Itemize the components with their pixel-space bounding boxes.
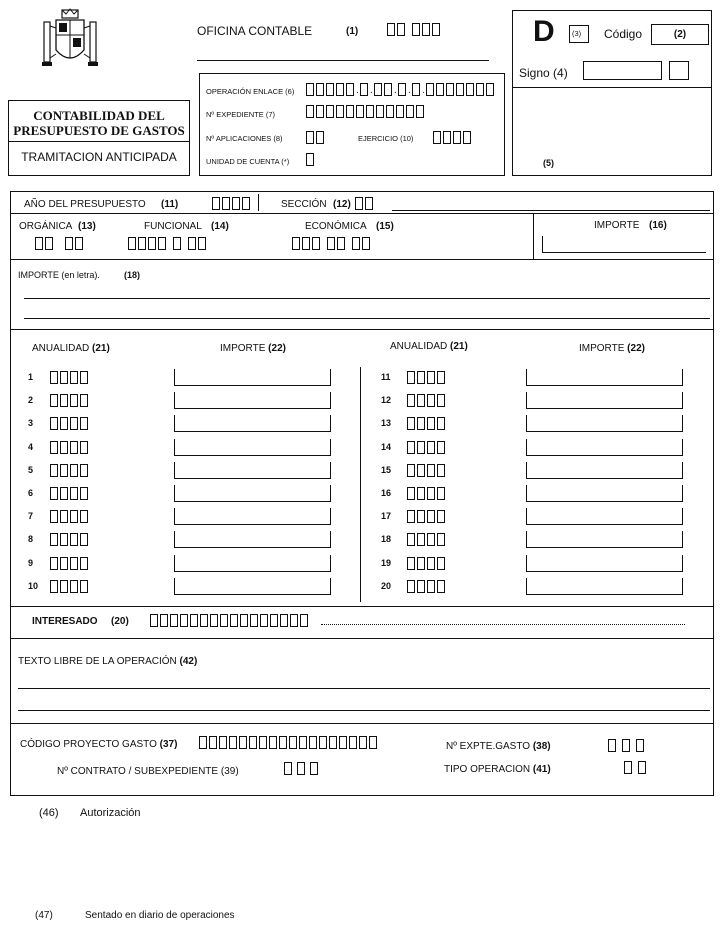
codigo-label: Código	[604, 27, 643, 41]
unidad-cuenta-label: UNIDAD DE CUENTA (*)	[206, 157, 290, 166]
signo-field-2[interactable]	[669, 61, 689, 80]
importe-field[interactable]	[526, 578, 683, 595]
annual-row-number: 4	[28, 442, 34, 452]
signo-label: Signo (4)	[519, 66, 568, 80]
aplicaciones-label: Nº APLICACIONES (8)	[206, 134, 283, 143]
row-divider-4	[10, 606, 714, 607]
importe-left-text: IMPORTE	[220, 343, 266, 354]
expte-gasto-label	[446, 742, 551, 752]
importe-divider	[533, 214, 534, 259]
operacion-enlace-label: OPERACIÓN ENLACE (6)	[206, 87, 295, 96]
annual-row-number: 9	[28, 558, 34, 568]
anualidad-boxes[interactable]	[50, 557, 90, 570]
anualidad-boxes[interactable]	[407, 510, 447, 523]
ejercicio-label: EJERCICIO (10)	[358, 134, 414, 143]
importe-field[interactable]	[174, 555, 331, 572]
row-divider-6	[10, 723, 714, 724]
contrato-label	[57, 767, 239, 777]
seccion-underline	[392, 210, 710, 211]
oficina-contable-number: (1)	[346, 26, 359, 37]
expte-gasto-boxes[interactable]	[608, 739, 646, 752]
annual-row-number: 20	[381, 581, 392, 591]
interesado-label: INTERESADO	[32, 616, 98, 627]
annual-row-number: 15	[381, 465, 392, 475]
texto-libre-label	[18, 657, 197, 667]
organica-number: (13)	[78, 221, 96, 232]
importe-letra-number: (18)	[124, 270, 141, 280]
annual-row-number: 19	[381, 558, 392, 568]
anualidad-boxes[interactable]	[407, 580, 447, 593]
operacion-enlace-boxes[interactable]: . . . . .	[306, 83, 496, 96]
anualidad-boxes[interactable]	[50, 371, 90, 384]
expte-gasto-number: (38)	[532, 741, 551, 752]
economica-number: (15)	[376, 221, 394, 232]
importe-left-label	[220, 344, 286, 354]
annual-row-number: 6	[28, 488, 34, 498]
annual-row-number: 13	[381, 418, 392, 428]
row-divider-2	[10, 259, 714, 260]
unidad-cuenta-box[interactable]	[306, 153, 316, 166]
field-3-number: (3)	[572, 29, 582, 38]
importe-field[interactable]	[526, 508, 683, 525]
annual-row-number: 14	[381, 442, 392, 452]
expte-gasto-text: Nº EXPTE.GASTO	[446, 741, 531, 752]
importe-field[interactable]	[526, 392, 683, 409]
economica-label: ECONÓMICA	[305, 221, 367, 232]
importe-field[interactable]	[174, 369, 331, 386]
anualidad-boxes[interactable]	[407, 487, 447, 500]
anio-presupuesto-number: (11)	[161, 199, 179, 210]
proyecto-gasto-label	[20, 740, 177, 750]
letter-d: D	[533, 15, 555, 48]
importe-field[interactable]	[174, 485, 331, 502]
funcional-label: FUNCIONAL	[144, 221, 202, 232]
contrato-text: Nº CONTRATO / SUBEXPEDIENTE	[57, 766, 219, 777]
importe-right-text: IMPORTE	[579, 343, 625, 354]
autorizacion-number: (46)	[39, 807, 59, 819]
importe-field[interactable]	[526, 369, 683, 386]
anualidad-boxes[interactable]	[407, 394, 447, 407]
tipo-operacion-number: (41)	[532, 764, 551, 775]
annual-row-number: 3	[28, 418, 34, 428]
anualidad-boxes[interactable]	[50, 510, 90, 523]
anualidad-right-text: ANUALIDAD	[390, 341, 448, 352]
annual-row-number: 2	[28, 395, 34, 405]
autorizacion-label: Autorización	[80, 807, 141, 819]
anualidad-boxes[interactable]	[50, 533, 90, 546]
annual-row-number: 10	[28, 581, 39, 591]
expediente-label: Nº EXPEDIENTE (7)	[206, 110, 276, 119]
row-divider-3	[10, 329, 714, 330]
texto-libre-number: (42)	[179, 656, 198, 667]
tramitacion-label: TRAMITACION ANTICIPADA	[21, 150, 177, 164]
anualidad-right-label	[390, 342, 468, 352]
tipo-operacion-label	[444, 765, 551, 775]
proyecto-gasto-text: CÓDIGO PROYECTO GASTO	[20, 739, 157, 750]
texto-libre-line-2[interactable]	[18, 710, 710, 711]
oficina-contable-boxes[interactable]	[387, 23, 442, 36]
organica-boxes[interactable]	[35, 237, 85, 250]
seccion-number: (12)	[333, 199, 351, 210]
importe-field[interactable]	[526, 485, 683, 502]
code-box	[512, 10, 712, 176]
importe-field[interactable]	[526, 555, 683, 572]
field-3-box[interactable]	[569, 25, 589, 43]
funcional-boxes[interactable]	[128, 237, 208, 250]
oficina-underline	[197, 60, 489, 61]
annual-row-number: 5	[28, 465, 34, 475]
anualidad-left-number: (21)	[92, 343, 110, 354]
importe-field[interactable]	[174, 462, 331, 479]
contrato-number: (39)	[220, 766, 239, 777]
seccion-label: SECCIÓN	[281, 199, 327, 210]
economica-boxes[interactable]	[292, 237, 372, 250]
importe-field[interactable]	[174, 531, 331, 548]
field-5-label: (5)	[543, 158, 554, 168]
importe-field[interactable]	[174, 392, 331, 409]
texto-libre-text: TEXTO LIBRE DE LA OPERACIÓN	[18, 656, 177, 667]
aplicaciones-boxes[interactable]	[306, 131, 326, 144]
annual-row-number: 1	[28, 372, 34, 382]
sentado-number: (47)	[35, 910, 53, 921]
funcional-number: (14)	[211, 221, 229, 232]
texto-libre-line-1[interactable]	[18, 688, 710, 689]
anualidad-boxes[interactable]	[50, 394, 90, 407]
oficina-contable-label: OFICINA CONTABLE	[197, 24, 313, 38]
anualidad-boxes[interactable]	[407, 464, 447, 477]
code-box-divider	[513, 87, 711, 88]
anualidad-boxes[interactable]	[407, 417, 447, 430]
importe-field[interactable]	[542, 236, 706, 253]
importe-right-number: (22)	[627, 343, 645, 354]
row-divider-5	[10, 638, 714, 639]
interesado-number: (20)	[111, 616, 129, 627]
importe-number: (16)	[649, 220, 667, 231]
importe-field[interactable]	[526, 462, 683, 479]
organica-label: ORGÁNICA	[19, 221, 73, 232]
importe-field[interactable]	[526, 439, 683, 456]
importe-label: IMPORTE	[594, 220, 640, 231]
tipo-operacion-text: TIPO OPERACION	[444, 764, 531, 775]
anio-divider	[258, 194, 259, 211]
importe-right-label	[579, 344, 645, 354]
interesado-dotted-line[interactable]	[321, 624, 685, 625]
anualidad-left-label	[32, 344, 110, 354]
title-line-1: CONTABILIDAD DEL	[33, 108, 165, 123]
codigo-field[interactable]	[651, 24, 709, 45]
importe-letra-line-1[interactable]	[24, 298, 710, 299]
seccion-boxes[interactable]	[355, 197, 375, 210]
importe-field[interactable]	[174, 578, 331, 595]
anualidad-boxes[interactable]	[407, 441, 447, 454]
annual-row-number: 18	[381, 534, 392, 544]
expediente-boxes[interactable]	[306, 105, 426, 118]
proyecto-gasto-boxes[interactable]	[199, 736, 379, 749]
anualidad-boxes[interactable]	[407, 371, 447, 384]
row-divider-1	[10, 213, 714, 214]
anio-presupuesto-boxes[interactable]	[212, 197, 252, 210]
interesado-boxes[interactable]	[150, 614, 310, 627]
importe-field[interactable]	[174, 439, 331, 456]
anualidad-boxes[interactable]	[50, 487, 90, 500]
title-line-2: PRESUPUESTO DE GASTOS	[13, 123, 185, 138]
annual-row-number: 16	[381, 488, 392, 498]
title-divider	[9, 141, 189, 142]
sentado-label: Sentado en diario de operaciones	[85, 910, 235, 921]
anio-presupuesto-label: AÑO DEL PRESUPUESTO	[24, 199, 146, 210]
operation-info-box	[199, 73, 505, 176]
ejercicio-boxes[interactable]	[433, 131, 473, 144]
tipo-operacion-boxes[interactable]	[624, 761, 648, 774]
signo-field-1[interactable]	[583, 61, 662, 80]
annual-row-number: 8	[28, 534, 34, 544]
anualidad-boxes[interactable]	[407, 533, 447, 546]
annual-row-number: 11	[381, 372, 391, 382]
anualidad-left-text: ANUALIDAD	[32, 343, 90, 354]
importe-letra-label: IMPORTE (en letra).	[18, 270, 100, 280]
proyecto-gasto-number: (37)	[159, 739, 178, 750]
anualidad-boxes[interactable]	[50, 441, 90, 454]
anualidad-boxes[interactable]	[50, 417, 90, 430]
codigo-number: (2)	[673, 29, 687, 40]
anualidad-boxes[interactable]	[50, 580, 90, 593]
contrato-boxes[interactable]	[284, 762, 320, 775]
importe-field[interactable]	[526, 415, 683, 432]
anualidad-right-number: (21)	[450, 341, 468, 352]
anualidad-boxes[interactable]	[407, 557, 447, 570]
annual-row-number: 12	[381, 395, 392, 405]
importe-field[interactable]	[526, 531, 683, 548]
anualidad-boxes[interactable]	[50, 464, 90, 477]
importe-left-number: (22)	[268, 343, 286, 354]
annual-row-number: 17	[381, 511, 392, 521]
importe-letra-line-2[interactable]	[24, 318, 710, 319]
annual-column-divider	[360, 367, 361, 602]
importe-field[interactable]	[174, 508, 331, 525]
annual-row-number: 7	[28, 511, 34, 521]
coat-of-arms-icon	[40, 8, 100, 72]
title-box	[8, 100, 190, 176]
importe-field[interactable]	[174, 415, 331, 432]
